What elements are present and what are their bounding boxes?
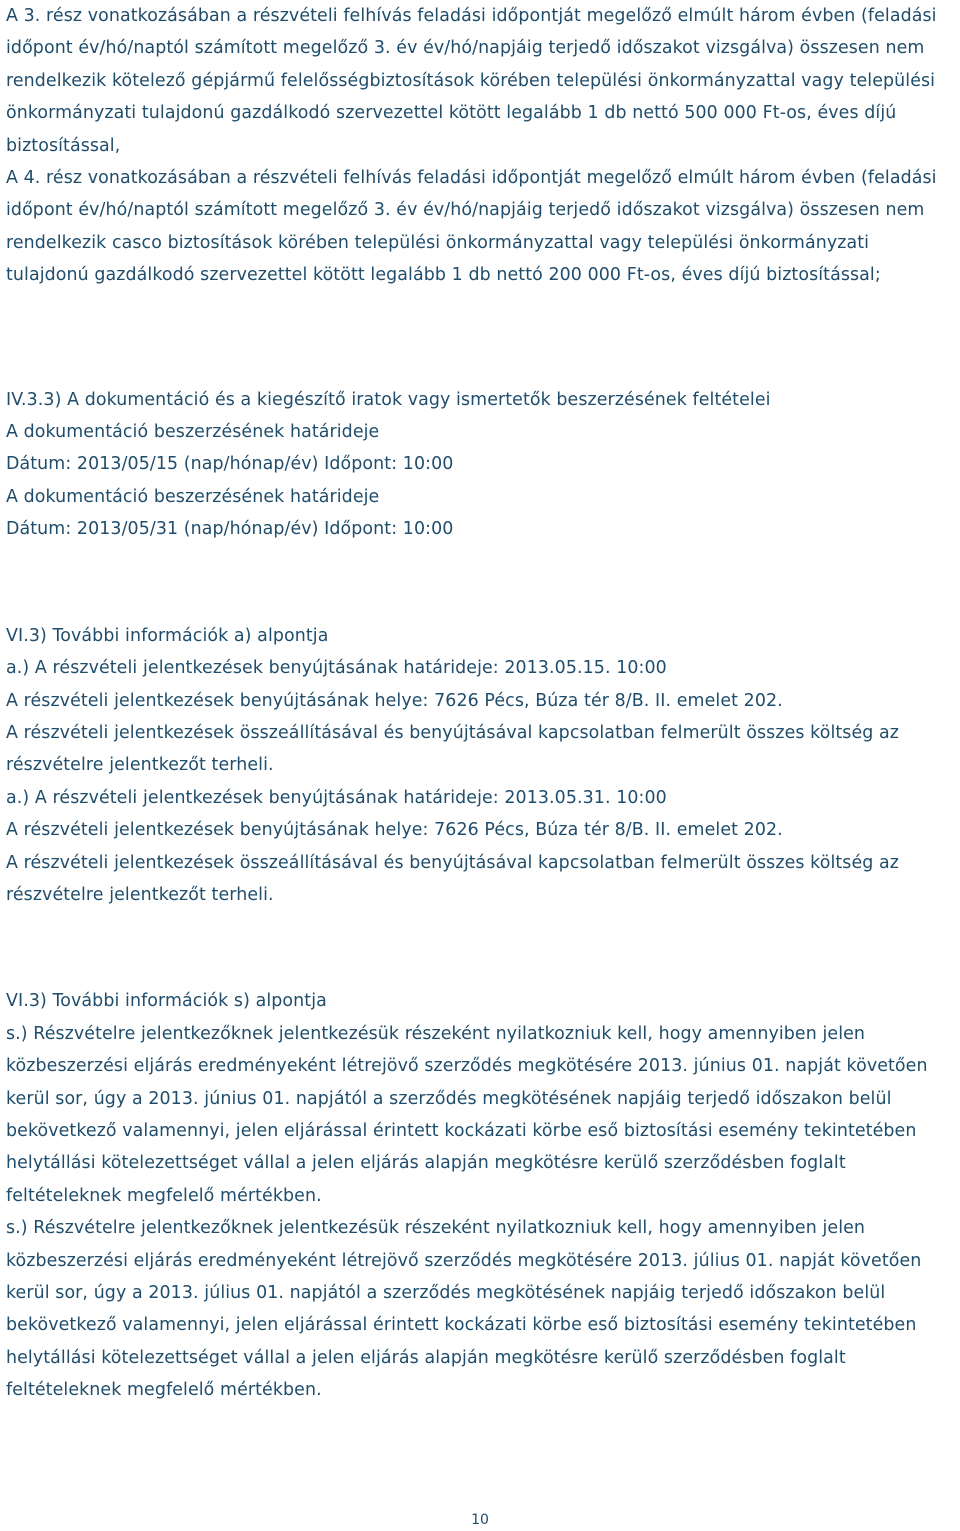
spacer: [6, 911, 956, 985]
part-4-paragraph: A 4. rész vonatkozásában a részvételi felhívás feladási időpontját megelőző elmúlt három évben (feladási időpont év/hó/naptól számított megelőző 3. év év/hó/napjáig terjedő időszakot vizsgálva) összesen nem rendelkezik casco biztosítások körében települési önkormányzattal vagy települési önkormányzati tulajdonú gazdálkodó szervezettel kötött legalább 1 db nettó 200 000 Ft-os, éves díjú biztosítással;: [6, 168, 937, 286]
section-vi-a-heading: VI.3) További információk a) alpontja: [6, 625, 329, 646]
documentation-deadline-label: A dokumentáció beszerzésének határideje: [6, 422, 380, 443]
document-page: [6, 0, 956, 1407]
application-cost: A részvételi jelentkezések összeállításával és benyújtásával kapcsolatban felmerült összes költség az részvételre jelentkezőt terheli.: [6, 722, 900, 776]
application-place: A részvételi jelentkezések benyújtásának helye: 7626 Pécs, Búza tér 8/B. II. emelet 202.: [6, 690, 783, 711]
documentation-date: Dátum: 2013/05/15 (nap/hónap/év) Időpont: 10:00: [6, 454, 454, 475]
documentation-deadline-label: A dokumentáció beszerzésének határideje: [6, 486, 380, 507]
part-3-paragraph: A 3. rész vonatkozásában a részvételi felhívás feladási időpontját megelőző elmúlt három évben (feladási időpont év/hó/naptól számított megelőző 3. év év/hó/napjáig terjedő időszakot vizsgálva) összesen nem rendelkezik kötelező gépjármű felelősségbiztosítások körében települési önkormányzattal vagy települési önkormányzati tulajdonú gazdálkodó szervezettel kötött legalább 1 db nettó 500 000 Ft-os, éves díjú biztosítással,: [6, 6, 937, 156]
section-iv-heading: IV.3.3) A dokumentáció és a kiegészítő iratok vagy ismertetők beszerzésének feltételei: [6, 389, 771, 410]
application-place: A részvételi jelentkezések benyújtásának helye: 7626 Pécs, Búza tér 8/B. II. emelet 202.: [6, 820, 783, 841]
application-deadline: a.) A részvételi jelentkezések benyújtásának határideje: 2013.05.15. 10:00: [6, 658, 667, 679]
application-cost: A részvételi jelentkezések összeállításával és benyújtásával kapcsolatban felmerült összes költség az részvételre jelentkezőt terheli.: [6, 852, 900, 905]
spacer: [6, 546, 956, 620]
spacer: [6, 292, 956, 384]
declaration-paragraph: s.) Részvételre jelentkezőknek jelentkezésük részeként nyilatkozniuk kell, hogy amennyiben jelen közbeszerzési eljárás eredményeként létrejövő szerződés megkötésére 2013. június 01. napját követően kerül sor, úgy a 2013. június 01. napjától a szerződés megkötésének napjáig terjedő időszakon belül bekövetkező valamennyi, jelen eljárással érintett kockázati körbe eső biztosítási esemény tekintetében helytállási kötelezettséget vállal a jelen eljárás alapján megkötésre kerülő szerződésben foglalt feltételeknek megfelelő mértékben.: [6, 1023, 928, 1206]
page-number: 10: [471, 1512, 489, 1528]
section-vi-s-heading: VI.3) További információk s) alpontja: [6, 991, 327, 1012]
documentation-date: Dátum: 2013/05/31 (nap/hónap/év) Időpont: 10:00: [6, 519, 454, 540]
application-deadline: a.) A részvételi jelentkezések benyújtásának határideje: 2013.05.31. 10:00: [6, 787, 667, 808]
declaration-paragraph: s.) Részvételre jelentkezőknek jelentkezésük részeként nyilatkozniuk kell, hogy amennyiben jelen közbeszerzési eljárás eredményeként létrejövő szerződés megkötésére 2013. július 01. napját követően kerül sor, úgy a 2013. július 01. napjától a szerződés megkötésének napjáig terjedő időszakon belül bekövetkező valamennyi, jelen eljárással érintett kockázati körbe eső biztosítási esemény tekintetében helytállási kötelezettséget vállal a jelen eljárás alapján megkötésre kerülő szerződésben foglalt feltételeknek megfelelő mértékben.: [6, 1218, 922, 1401]
